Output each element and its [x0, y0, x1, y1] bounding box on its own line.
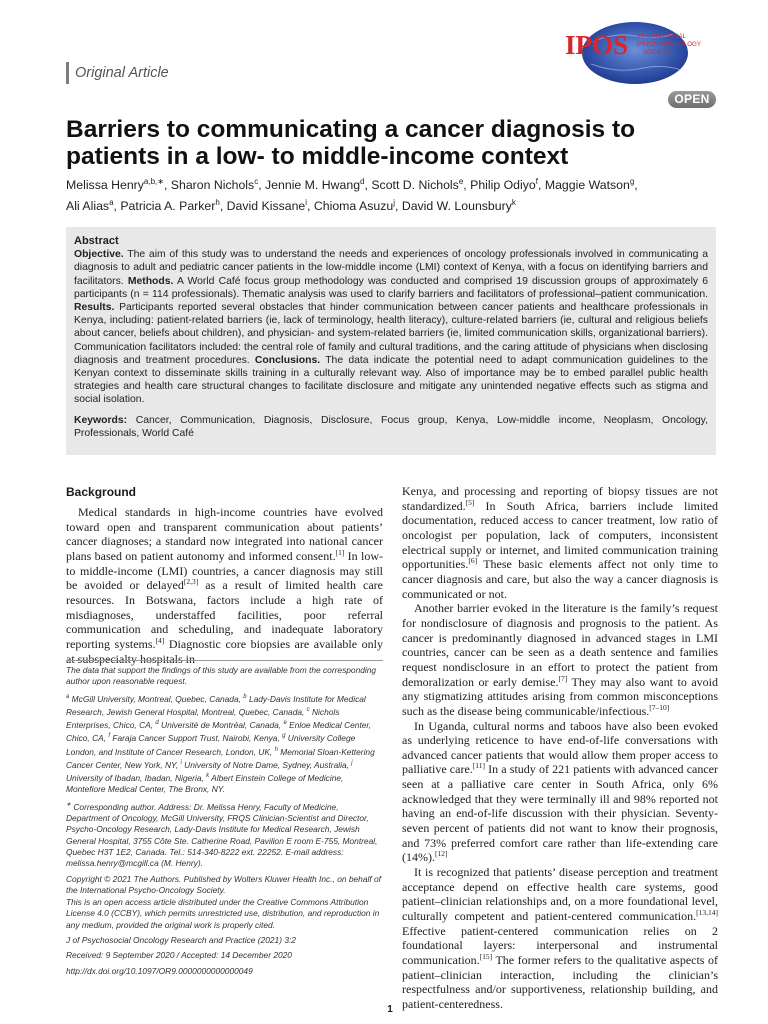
footnotes: [66, 665, 383, 981]
text-run: Kenya, and processing and reporting of biopsy tissues are not standardized.: [402, 484, 718, 513]
author-name: David Kissane: [226, 199, 306, 214]
citation-marker: [12]: [435, 849, 448, 859]
article-title: Barriers to communicating a cancer diagnosis to patients in a low- to middle-income context: [66, 116, 636, 170]
author-name: Scott D. Nichols: [371, 178, 459, 193]
citation-marker: [5]: [465, 497, 475, 507]
author-name: Melissa Henry: [66, 178, 144, 193]
text-run: Memorial Sloan-Kettering Cancer Center, New York, NY,: [66, 746, 375, 770]
author-line-2: [66, 194, 716, 215]
text-run: Medical standards in high-income countries have evolved toward open and transparent communication about patients’ cancer diagnoses; a standard now integrated into national cancer plans based on patient autonomy and informed consent.: [66, 505, 383, 563]
text-run: In South Africa, barriers include limited documentation, reduced access to cancer treatment, low ratio of oncologist per population, lack of computers, inconsistent electrical supply or internet, and limited communication training opportunities.: [402, 498, 718, 572]
author-name: Philip Odiyo: [470, 178, 536, 193]
author-name: Sharon Nichols: [170, 178, 255, 193]
results-label: Results.: [74, 302, 115, 314]
author-separator: ,: [113, 199, 121, 214]
text-run: In Uganda, cultural norms and taboos have also been evoked as underlying reticence to have end-of-life conversations with advanced cancer patients that would allow them proper access to palliative care.: [402, 718, 718, 777]
article-type-label: [66, 62, 169, 84]
svg-text:SOCIETY: SOCIETY: [643, 49, 671, 56]
author-separator: ,: [219, 199, 227, 214]
body-paragraph: [66, 505, 383, 666]
footnote-divider: [66, 660, 383, 661]
text-run: University of Notre Dame, Sydney, Australia,: [181, 759, 352, 770]
author-affiliation-marker: e: [458, 177, 464, 186]
left-column-body: [66, 505, 383, 666]
right-column-body: [402, 484, 718, 1012]
author-separator: ,: [258, 178, 266, 193]
author-separator: ,: [537, 178, 545, 193]
text-run: Faraja Cancer Support Trust, Nairobi, Kenya,: [110, 733, 283, 744]
abstract-body: [74, 248, 708, 406]
corresponding-author: [66, 800, 383, 870]
text-run: as a result of limited health care resources. In Botswana, factors include a high rate of misdiagnoses, understaffed facilities, poor referral communication and scheduling, and inadequate laboratory reporting systems.: [66, 578, 383, 651]
citation-marker: [7]: [558, 673, 568, 683]
citation-marker: d: [155, 720, 159, 727]
page-number: 1: [387, 1004, 393, 1015]
background-heading: Background: [66, 485, 137, 499]
citation-marker: [11]: [472, 761, 485, 771]
author-separator: ,: [634, 178, 638, 193]
svg-text:INTERNATIONAL: INTERNATIONAL: [637, 33, 687, 40]
text-run: University College London, and Institute of Cancer Research, London, UK,: [66, 733, 356, 757]
author-affiliation-marker: a: [109, 198, 114, 208]
citation-marker: [6]: [468, 556, 478, 566]
body-paragraph: [402, 865, 718, 1012]
conclusions-label: Conclusions.: [254, 354, 321, 366]
data-availability-note: The data that support the findings of this study are available from the corresponding author upon reasonable request.: [66, 665, 377, 687]
ipos-globe-icon: [563, 22, 713, 86]
text-run: Université de Montréal, Canada,: [158, 720, 284, 731]
text-run: In a study of 221 patients with advanced cancer seen at a palliative care center in South Africa, only 6% acknowledged that they were terminally ill and 98% reported not having an end-of-life discussion with their physician. Seventy-seven percent of patients did not want to know their prognosis, and 73% preferred comfort care rather than life-extending care (14%).: [402, 762, 718, 865]
text-run: Another barrier evoked in the literature is the family’s request for nondisclosure of diagnosis and prognosis to the patient. As cancer is predominantly diagnosed in advanced stages in LMI countries, cancer can be seen as a death sentence and families request nondisclosure in an effort to protect the patient from demoralization or early demise.: [402, 601, 718, 689]
journal-citation: J of Psychosocial Oncology Research and Practice (2021) 3:2: [66, 934, 296, 945]
citation-marker: j: [351, 759, 353, 766]
keywords-label: Keywords:: [74, 414, 128, 426]
author-affiliation-marker: a,b,∗: [143, 177, 164, 186]
text-run: University of Ibadan, Ibadan, Nigeria,: [66, 772, 207, 783]
text-run: Diagnostic core biopsies are available only at subspecialty hospitals in: [66, 636, 383, 666]
citation-marker: k: [206, 773, 210, 780]
author-name: Patricia A. Parker: [120, 199, 216, 214]
author-separator: ,: [364, 178, 372, 193]
author-list: [66, 173, 716, 215]
author-affiliation-marker: g: [629, 177, 635, 186]
author-affiliation-marker: k: [511, 198, 516, 208]
text-run: McGill University, Montreal, Quebec, Canada,: [69, 693, 244, 704]
body-paragraph: [402, 719, 718, 866]
methods-text: A World Café focus group methodology was conducted and comprised 19 discussion groups of approximately 6 participants (n = 114 professionals). Thematic analysis was used to clarify barriers and facilitators of professional–patient communication.: [74, 275, 709, 300]
text-run: In low- to middle-income (LMI) countries, a cancer diagnosis may still be avoided or delayed: [66, 548, 383, 593]
svg-text:PSYCHO-ONCOLOGY: PSYCHO-ONCOLOGY: [637, 41, 701, 48]
author-affiliation-marker: i: [305, 198, 308, 208]
citation-marker: i: [180, 759, 182, 766]
objective-label: Objective.: [74, 249, 124, 261]
copyright-note: [66, 874, 383, 931]
affiliations: [66, 692, 383, 796]
text-run: Enloe Medical Center, Chico, CA,: [66, 720, 372, 744]
citation-marker: [4]: [155, 635, 165, 645]
copyright-text: Copyright © 2021 The Authors. Published by Wolters Kluwer Health Inc., on behalf of the International Psycho-Oncology Society.: [66, 873, 381, 896]
text-run: Corresponding author. Address: Dr. Melissa Henry, Faculty of Medicine, Department of Oncology, McGill University, FRQS Clinician-Scientist and Director, Psycho-Oncology Research, Lady-Davis Institute for Medical Research, Jewish General Hospital, 3755 Côte Ste. Catherine Road, Pavilion E room E-755, Montreal, Quebec H3T 1E2, Canada. Tel.: 514-340-8222 ext. 22252. E-mail address: melissa.henry@mcgill.ca (M. Henry).: [66, 801, 378, 869]
abstract-box: [66, 227, 716, 455]
body-paragraph: [402, 601, 718, 718]
text-run: The former refers to the qualitative aspects of patient–clinician interaction, including the clinician’s respectfulness and/or supportiveness, relationship building, and patient-centeredness.: [402, 953, 718, 1011]
citation-marker: a: [66, 693, 70, 700]
body-paragraph: [402, 484, 718, 601]
text-run: It is recognized that patients’ disease perception and treatment acceptance depend on effective health care systems, good patient–clinician relationships and, on a more foundational level, culturally competent and patient-centered communication.: [402, 865, 718, 924]
open-access-badge: OPEN: [668, 91, 716, 108]
author-name: David W. Lounsbury: [401, 199, 512, 214]
author-name: Ali Alias: [66, 199, 110, 214]
author-separator: ,: [394, 199, 402, 214]
author-name: Jennie M. Hwang: [265, 178, 361, 193]
author-line-1: [66, 173, 716, 194]
author-separator: ,: [463, 178, 471, 193]
citation-marker: [2,3]: [183, 577, 199, 587]
received-accepted-dates: Received: 9 September 2020 / Accepted: 14 December 2020: [66, 950, 292, 961]
author-affiliation-marker: h: [215, 198, 220, 208]
author-separator: ,: [307, 199, 314, 214]
citation-marker: c: [306, 707, 310, 714]
text-run: Effective patient-centered communication relies on 2 foundational layers: interpersonal and instrumental communication.: [402, 923, 718, 967]
citation-marker: ∗: [66, 801, 72, 808]
author-affiliation-marker: f: [535, 177, 538, 186]
license-text: This is an open access article distributed under the Creative Commons Attribution License 4.0 (CCBY), which permits unrestricted use, distribution, and reproduction in any medium, provided the original work is properly cited.: [66, 896, 380, 930]
author-affiliation-marker: d: [360, 177, 365, 186]
citation-marker: h: [274, 746, 278, 753]
text-run: They may also want to avoid any stigmatizing attitudes arising from common misconceptions such as the disease being communicable/infectious.: [402, 674, 719, 718]
author-name: Maggie Watson: [544, 178, 630, 193]
abstract-heading: Abstract: [74, 235, 119, 247]
citation-marker: e: [283, 720, 287, 727]
methods-label: Methods.: [127, 275, 174, 287]
text-run: Nichols Enterprises, Chico, CA,: [66, 706, 340, 731]
citation-marker: b: [243, 693, 247, 700]
citation-marker: [15]: [479, 952, 493, 961]
author-affiliation-marker: j: [393, 198, 395, 208]
citation-marker: g: [282, 733, 286, 740]
text-run: Albert Einstein College of Medicine, Montefiore Medical Center, The Bronx, NY.: [66, 772, 344, 795]
conclusions-text: The data indicate the potential need to adapt communication guidelines to the Kenyan context to disseminate skills training in a culturally relevant way. Also of importance may be to embed parallel public health strategies and health care structural changes to facilitate disclosure and mitigate any unintended negative effects such as stigma and social isolation.: [74, 354, 708, 406]
article-type-text: Original Article: [75, 65, 169, 81]
text-run: These basic elements affect not only time to cancer diagnosis and care, but also the way a cancer diagnosis is communicated or not.: [402, 557, 718, 601]
keywords: [74, 414, 708, 440]
author-affiliation-marker: c: [254, 177, 259, 186]
citation-marker: [7–10]: [649, 702, 670, 712]
author-name: Chioma Asuzu: [313, 199, 394, 214]
author-separator: ,: [163, 178, 171, 193]
citation-marker: [1]: [335, 547, 345, 557]
citation-marker: f: [108, 733, 111, 740]
results-text: Participants reported several obstacles that hinder communication between cancer patients and healthcare professionals in Kenya, including: patient-related barriers (ie, lack of terminology, health literacy), culture-related barriers (ie, cultural and religious beliefs about cancer, beliefs about children), and physician- and system-related barriers (ie, limited communication skills, organizational barriers). Communication facilitators included: the central role of family and cultural traditions, and the caring attitude of physicians when disclosing diagnosis and treatment procedures.: [74, 302, 708, 366]
section-bar: [66, 62, 69, 84]
doi-link[interactable]: http://dx.doi.org/10.1097/OR9.0000000000000049: [66, 965, 253, 976]
citation-marker: [13,14]: [696, 908, 718, 918]
keywords-text: Cancer, Communication, Diagnosis, Disclosure, Focus group, Kenya, Low-middle income, Neoplasm, Oncology, Professionals, World Café: [74, 414, 708, 439]
ipos-logo: [563, 22, 713, 86]
svg-text:IPOS: IPOS: [565, 30, 629, 60]
objective-text: The aim of this study was to understand the needs and experiences of oncology professionals involved in communicating a diagnosis to adult and pediatric cancer patients in the low-middle income (LMI) context of Kenya, with a focus on identifying barriers and facilitators.: [74, 249, 708, 287]
text-run: Lady-Davis Institute for Medical Research, Jewish General Hospital, Montreal, Quebec, Canada,: [66, 693, 366, 717]
